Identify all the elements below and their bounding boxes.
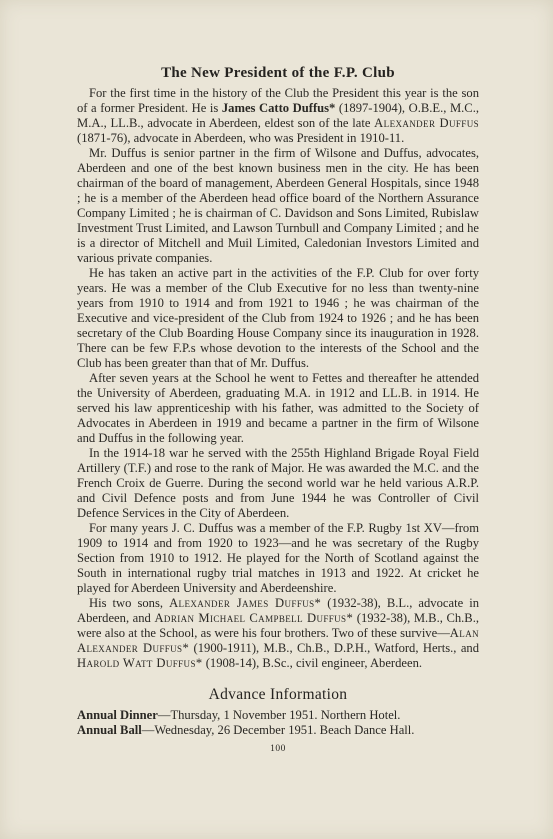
- paragraph-2: Mr. Duffus is senior partner in the firm of Wilsone and Duffus, advocates, Aberdeen and one of the best known business men in the city. He has been chairman of the board of management, Aberdeen General Hospitals, since 1948 ; he is a member of the Aberdeen head office board of the Northern Assurance Company Limited ; he is chairman of C. Davidson and Sons Limited, Rubislaw Investment Trust Limited, and Lawson Turnbull and Company Limited ; and he is a director of Mitchell and Muil Limited, Caledonian Investors Limited and various private companies.: [77, 146, 479, 265]
- paragraph-7-text-e: (1908-14), B.Sc., civil engineer, Aberdeen.: [202, 656, 423, 670]
- annual-dinner-details: —Thursday, 1 November 1951. Northern Hotel.: [157, 708, 401, 722]
- son-1-name: Alexander James Duffus*: [169, 596, 322, 610]
- president-name: James Catto Duffus*: [221, 101, 336, 115]
- paragraph-1-text-b: (1897-1904), O.B.E., M.C., M.A., LL.B., advocate in Aberdeen, eldest son of the late: [77, 101, 479, 130]
- paragraph-1-text-a: For the first time in the history of the Club the President this year is the son of a former President. He is: [77, 86, 479, 115]
- annual-ball-label: Annual Ball: [77, 723, 142, 737]
- article-title: The New President of the F.P. Club: [161, 65, 395, 81]
- son-2-name: Adrian Michael Campbell Duffus*: [154, 611, 354, 625]
- annual-ball-line: [77, 723, 479, 738]
- paragraph-7-text-c: (1932-38), M.B., Ch.B., were also at the School, as were his four brothers. Two of these survive—: [77, 611, 479, 640]
- paragraph-7-text-d: (1900-1911), M.B., Ch.B., D.P.H., Watford, Herts., and: [189, 641, 479, 655]
- paragraph-3: He has taken an active part in the activities of the F.P. Club for over forty years. He was a member of the Club Executive for no less than twenty-nine years from 1910 to 1914 and from 1921 to 1946 ; he was chairman of the Executive and vice-president of the Club from 1924 to 1926 ; and he has been secretary of the Club Boarding House Company since its inauguration in 1928. There can be few F.P.s whose devotion to the interests of the School and the Club has been greater than that of Mr. Duffus.: [77, 266, 479, 370]
- annual-ball-details: —Wednesday, 26 December 1951. Beach Dance Hall.: [141, 723, 415, 737]
- annual-dinner-line: [77, 708, 479, 723]
- brother-1-name: Alan Alexander Duffus*: [77, 626, 479, 655]
- paragraph-7-text-b: (1932-38), B.L., advocate in Aberdeen, and: [77, 596, 480, 625]
- advance-information: [77, 708, 479, 738]
- paragraph-6: For many years J. C. Duffus was a member of the F.P. Rugby 1st XV—from 1909 to 1914 and from 1920 to 1923—and he was secretary of the Rugby Section from 1910 to 1912. He played for the North of Scotland against the South in international rugby trial matches in 1913 and 1922. At cricket he played for Aberdeen University and Aberdeenshire.: [77, 521, 479, 595]
- paragraph-1-text-c: (1871-76), advocate in Aberdeen, who was President in 1910-11.: [77, 131, 405, 145]
- paragraph-7-text-a: His two sons,: [89, 596, 170, 610]
- annual-dinner-label: Annual Dinner: [77, 708, 158, 722]
- page-content: [77, 64, 479, 757]
- paragraph-1: [77, 86, 479, 146]
- paragraph-5: In the 1914-18 war he served with the 255th Highland Brigade Royal Field Artillery (T.F.) and rose to the rank of Major. He was awarded the M.C. and the French Croix de Guerre. During the second world war he held various A.R.P. and Civil Defence posts and from June 1944 he was Controller of Civil Defence Services in the City of Aberdeen.: [77, 446, 479, 520]
- advance-information-heading: Advance Information: [208, 686, 348, 703]
- paragraph-7: [77, 596, 479, 671]
- brother-2-name: Harold Watt Duffus*: [77, 656, 203, 670]
- page-number: 100: [270, 744, 286, 754]
- father-name: Alexander Duffus: [374, 116, 480, 130]
- paragraph-4: After seven years at the School he went to Fettes and thereafter he attended the University of Aberdeen, graduating M.A. in 1912 and LL.B. in 1914. He served his law apprenticeship with his father, was admitted to the Society of Advocates in Aberdeen in 1919 and became a partner in the firm of Wilsone and Duffus in the following year.: [77, 371, 479, 445]
